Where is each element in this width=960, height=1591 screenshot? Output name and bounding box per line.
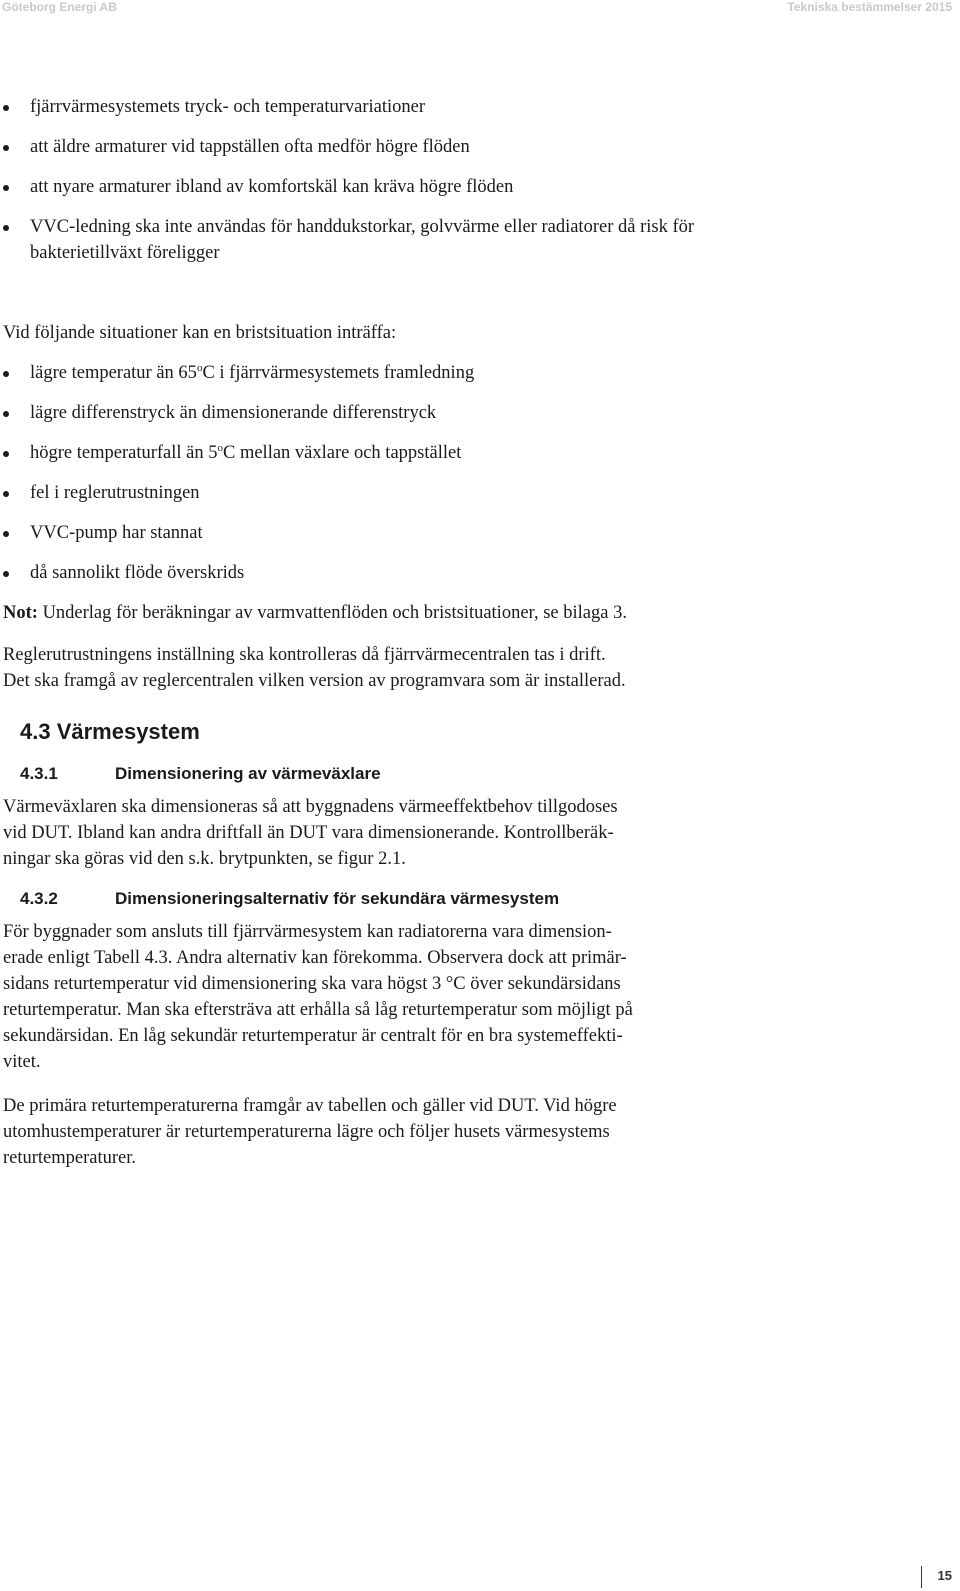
paragraph-line: vid DUT. Ibland kan andra driftfall än DUT vara dimensionerande. Kontrollberäk-	[3, 823, 614, 843]
degree-superscript: o	[217, 442, 223, 454]
list-item	[0, 440, 950, 466]
paragraph-line: returtemperatur. Man ska eftersträva att erhålla så låg returtemperatur som möjligt på	[3, 1000, 633, 1020]
list-item: då sannolikt flöde överskrids	[0, 560, 950, 586]
bullet-list-factors-2	[0, 134, 950, 160]
paragraph-line: De primära returtemperaturerna framgår av tabellen och gäller vid DUT. Vid högre	[3, 1096, 617, 1116]
bullet-list-factors	[0, 94, 950, 120]
subsection-number: 4.3.2	[20, 889, 58, 908]
subsection-title: Dimensioneringsalternativ för sekundära värmesystem	[115, 889, 560, 908]
list-item-text: lägre temperatur än 65	[30, 363, 197, 383]
subsection-number: 4.3.1	[20, 764, 58, 783]
paragraph-line: ningar ska göras vid den s.k. brytpunkten, se figur 2.1.	[3, 849, 406, 869]
list-item-text: högre temperaturfall än 5	[30, 443, 218, 463]
footer-divider	[921, 1566, 922, 1588]
bullet-list-shortage	[0, 360, 950, 386]
header-company: Göteborg Energi AB	[2, 0, 117, 14]
list-item: fjärrvärmesystemets tryck- och temperaturvariationer	[0, 94, 950, 120]
bullet-list-shortage-3	[0, 440, 950, 466]
bullet-list-shortage-6	[0, 560, 950, 586]
list-item-text: C i fjärrvärmesystemets framledning	[202, 363, 475, 383]
list-item: att äldre armaturer vid tappställen ofta medför högre flöden	[0, 134, 950, 160]
shortage-intro: Vid följande situationer kan en bristsituation inträffa:	[3, 323, 397, 343]
subsection-heading-1	[20, 764, 381, 784]
paragraph-line: sidans returtemperatur vid dimensionering ska vara högst 3 °C över sekundärsidans	[3, 974, 621, 994]
page-number: 15	[937, 1568, 952, 1583]
paragraph-line: erade enligt Tabell 4.3. Andra alternativ kan förekomma. Observera dock att primär-	[3, 948, 627, 968]
note-text: Underlag för beräkningar av varmvattenflöden och bristsituationer, se bilaga 3.	[37, 603, 627, 623]
note-paragraph	[0, 600, 953, 626]
bullet-list-factors-4	[0, 214, 950, 266]
list-item: att nyare armaturer ibland av komfortskäl kan kräva högre flöden	[0, 174, 950, 200]
note-label: Not:	[3, 603, 38, 623]
bullet-list-factors-3	[0, 174, 950, 200]
paragraph-line: sekundärsidan. En låg sekundär returtemperatur är centralt för en bra systemeffekti-	[3, 1026, 623, 1046]
paragraph-line: utomhustemperaturer är returtemperaturerna lägre och följer husets värmesystems	[3, 1122, 610, 1142]
subsection-heading-2	[20, 889, 559, 909]
paragraph-line: vitet.	[3, 1052, 41, 1072]
list-item	[0, 360, 950, 386]
header-document-title: Tekniska bestämmelser 2015	[787, 0, 952, 14]
bullet-list-shortage-5	[0, 520, 950, 546]
list-item: VVC-ledning ska inte användas för handdukstorkar, golvvärme eller radiatorer då risk för bakterietillväxt föreligger	[0, 214, 790, 266]
regulator-paragraph-2: Det ska framgå av reglercentralen vilken version av programvara som är installerad.	[3, 671, 626, 691]
section-heading: 4.3 Värmesystem	[20, 719, 200, 744]
list-item: VVC-pump har stannat	[0, 520, 950, 546]
paragraph-line: Värmeväxlaren ska dimensioneras så att byggnadens värmeeffektbehov tillgodoses	[3, 797, 618, 817]
bullet-list-shortage-4	[0, 480, 950, 506]
degree-superscript: o	[196, 362, 203, 374]
list-item: fel i reglerutrustningen	[0, 480, 950, 506]
regulator-paragraph-1: Reglerutrustningens inställning ska kontrolleras då fjärrvärmecentralen tas i drift.	[3, 645, 606, 665]
bullet-list-shortage-2	[0, 400, 950, 426]
list-item: lägre differenstryck än dimensionerande differenstryck	[0, 400, 950, 426]
paragraph-line: För byggnader som ansluts till fjärrvärmesystem kan radiatorerna vara dimension-	[3, 922, 612, 942]
list-item-text: C mellan växlare och tappstället	[222, 443, 462, 463]
paragraph-line: returtemperaturer.	[3, 1148, 137, 1168]
subsection-title: Dimensionering av värmeväxlare	[115, 764, 381, 783]
